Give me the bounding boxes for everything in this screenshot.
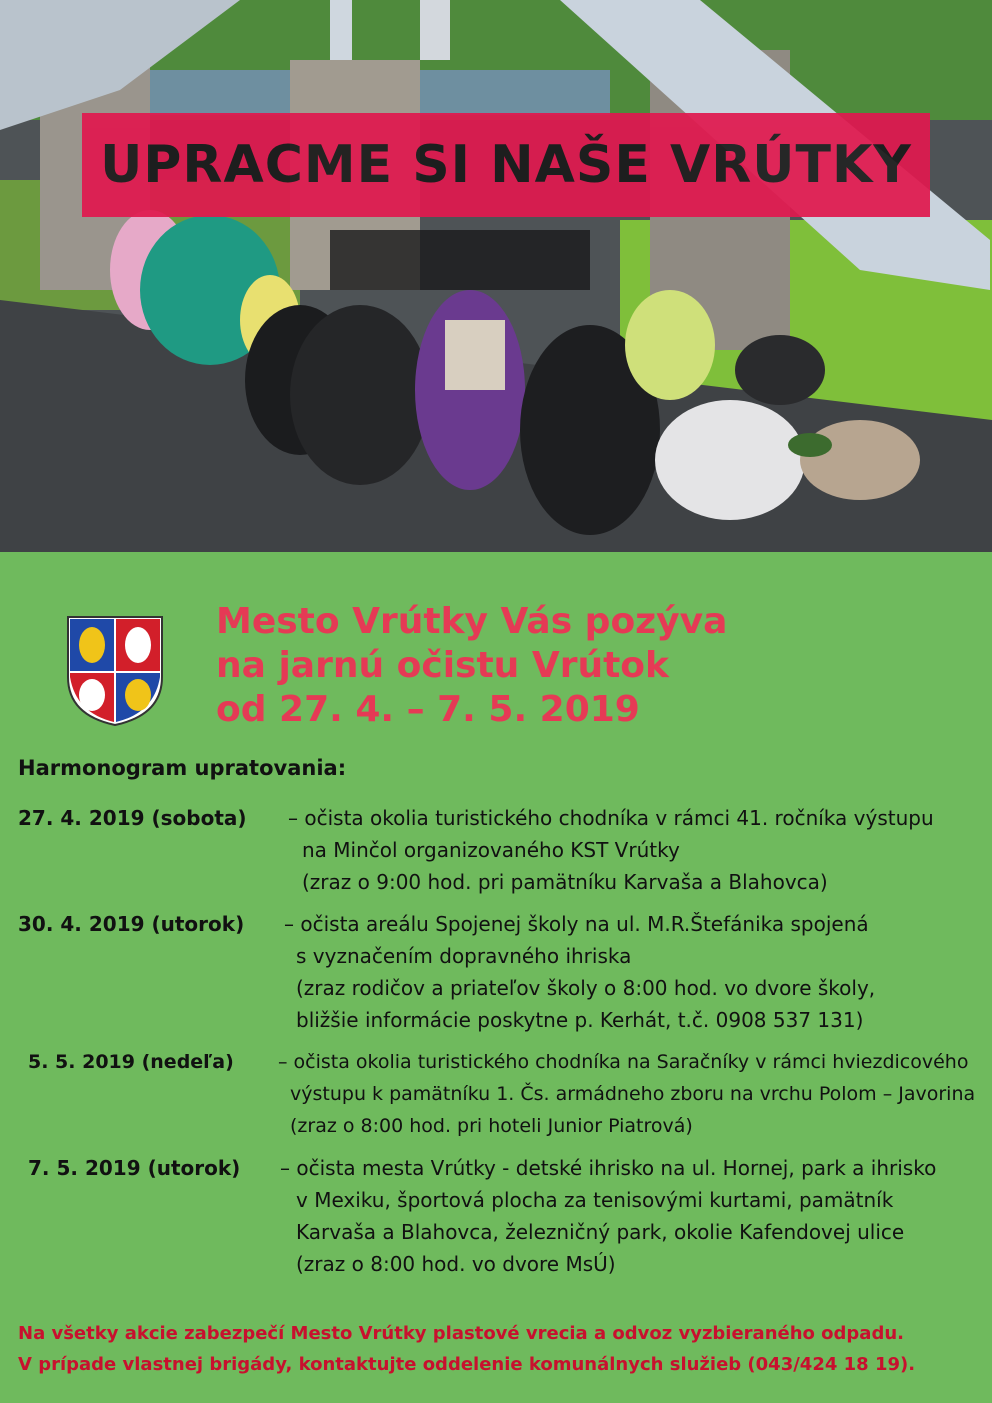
- title-banner: [82, 113, 930, 217]
- event-line: – očista mesta Vrútky - detské ihrisko na ul. Hornej, park a ihrisko: [280, 1156, 937, 1180]
- invite-line-2: na jarnú očistu Vrútok: [216, 645, 669, 686]
- event-line: bližšie informácie poskytne p. Kerhát, t.č. 0908 537 131): [296, 1008, 864, 1032]
- event-line: (zraz o 9:00 hod. pri pamätníku Karvaša a Blahovca): [302, 870, 828, 894]
- event-date: 30. 4. 2019 (utorok): [18, 912, 245, 936]
- invitation-heading: [216, 600, 727, 732]
- event-line: na Minčol organizovaného KST Vrútky: [302, 838, 680, 862]
- event-line: v Mexiku, športová plocha za tenisovými kurtami, pamätník: [296, 1188, 894, 1212]
- schedule-event-3: [28, 1046, 976, 1137]
- schedule-heading: Harmonogram upratovania:: [18, 756, 347, 780]
- event-date: 5. 5. 2019 (nedeľa): [28, 1051, 234, 1073]
- event-line: Karvaša a Blahovca, železničný park, okolie Kafendovej ulice: [296, 1220, 905, 1244]
- hero-photo-garbage-bags: [0, 0, 992, 552]
- footer-line-2: V prípade vlastnej brigády, kontaktujte oddelenie komunálnych služieb (043/424 18 19).: [18, 1354, 916, 1375]
- schedule-event-1: [18, 802, 934, 894]
- poster-title: UPRACME SI NAŠE VRÚTKY: [100, 135, 912, 195]
- event-line: – očista okolia turistického chodníka na Saračníky v rámci hviezdicového: [278, 1051, 969, 1073]
- coat-of-arms-icon: [66, 615, 164, 727]
- schedule-event-2: [18, 908, 876, 1032]
- schedule-event-4: [28, 1152, 937, 1276]
- event-line: s vyznačením dopravného ihriska: [296, 944, 632, 968]
- event-line: (zraz rodičov a priateľov školy o 8:00 hod. vo dvore školy,: [296, 976, 876, 1000]
- invite-line-3: od 27. 4. – 7. 5. 2019: [216, 689, 640, 730]
- event-date: 27. 4. 2019 (sobota): [18, 806, 247, 830]
- event-line: (zraz o 8:00 hod. pri hoteli Junior Piatrová): [290, 1115, 693, 1137]
- event-line: (zraz o 8:00 hod. vo dvore MsÚ): [296, 1252, 616, 1276]
- footer-line-1: Na všetky akcie zabezpečí Mesto Vrútky plastové vrecia a odvoz vyzbieraného odpadu.: [18, 1323, 904, 1344]
- event-line: výstupu k pamätníku 1. Čs. armádneho zboru na vrchu Polom – Javorina: [290, 1083, 976, 1105]
- event-date: 7. 5. 2019 (utorok): [28, 1156, 241, 1180]
- invite-line-1: Mesto Vrútky Vás pozýva: [216, 601, 728, 642]
- footer-notice: [18, 1318, 915, 1380]
- event-line: – očista okolia turistického chodníka v rámci 41. ročníka výstupu: [288, 806, 934, 830]
- event-line: – očista areálu Spojenej školy na ul. M.R.Štefánika spojená: [284, 912, 869, 936]
